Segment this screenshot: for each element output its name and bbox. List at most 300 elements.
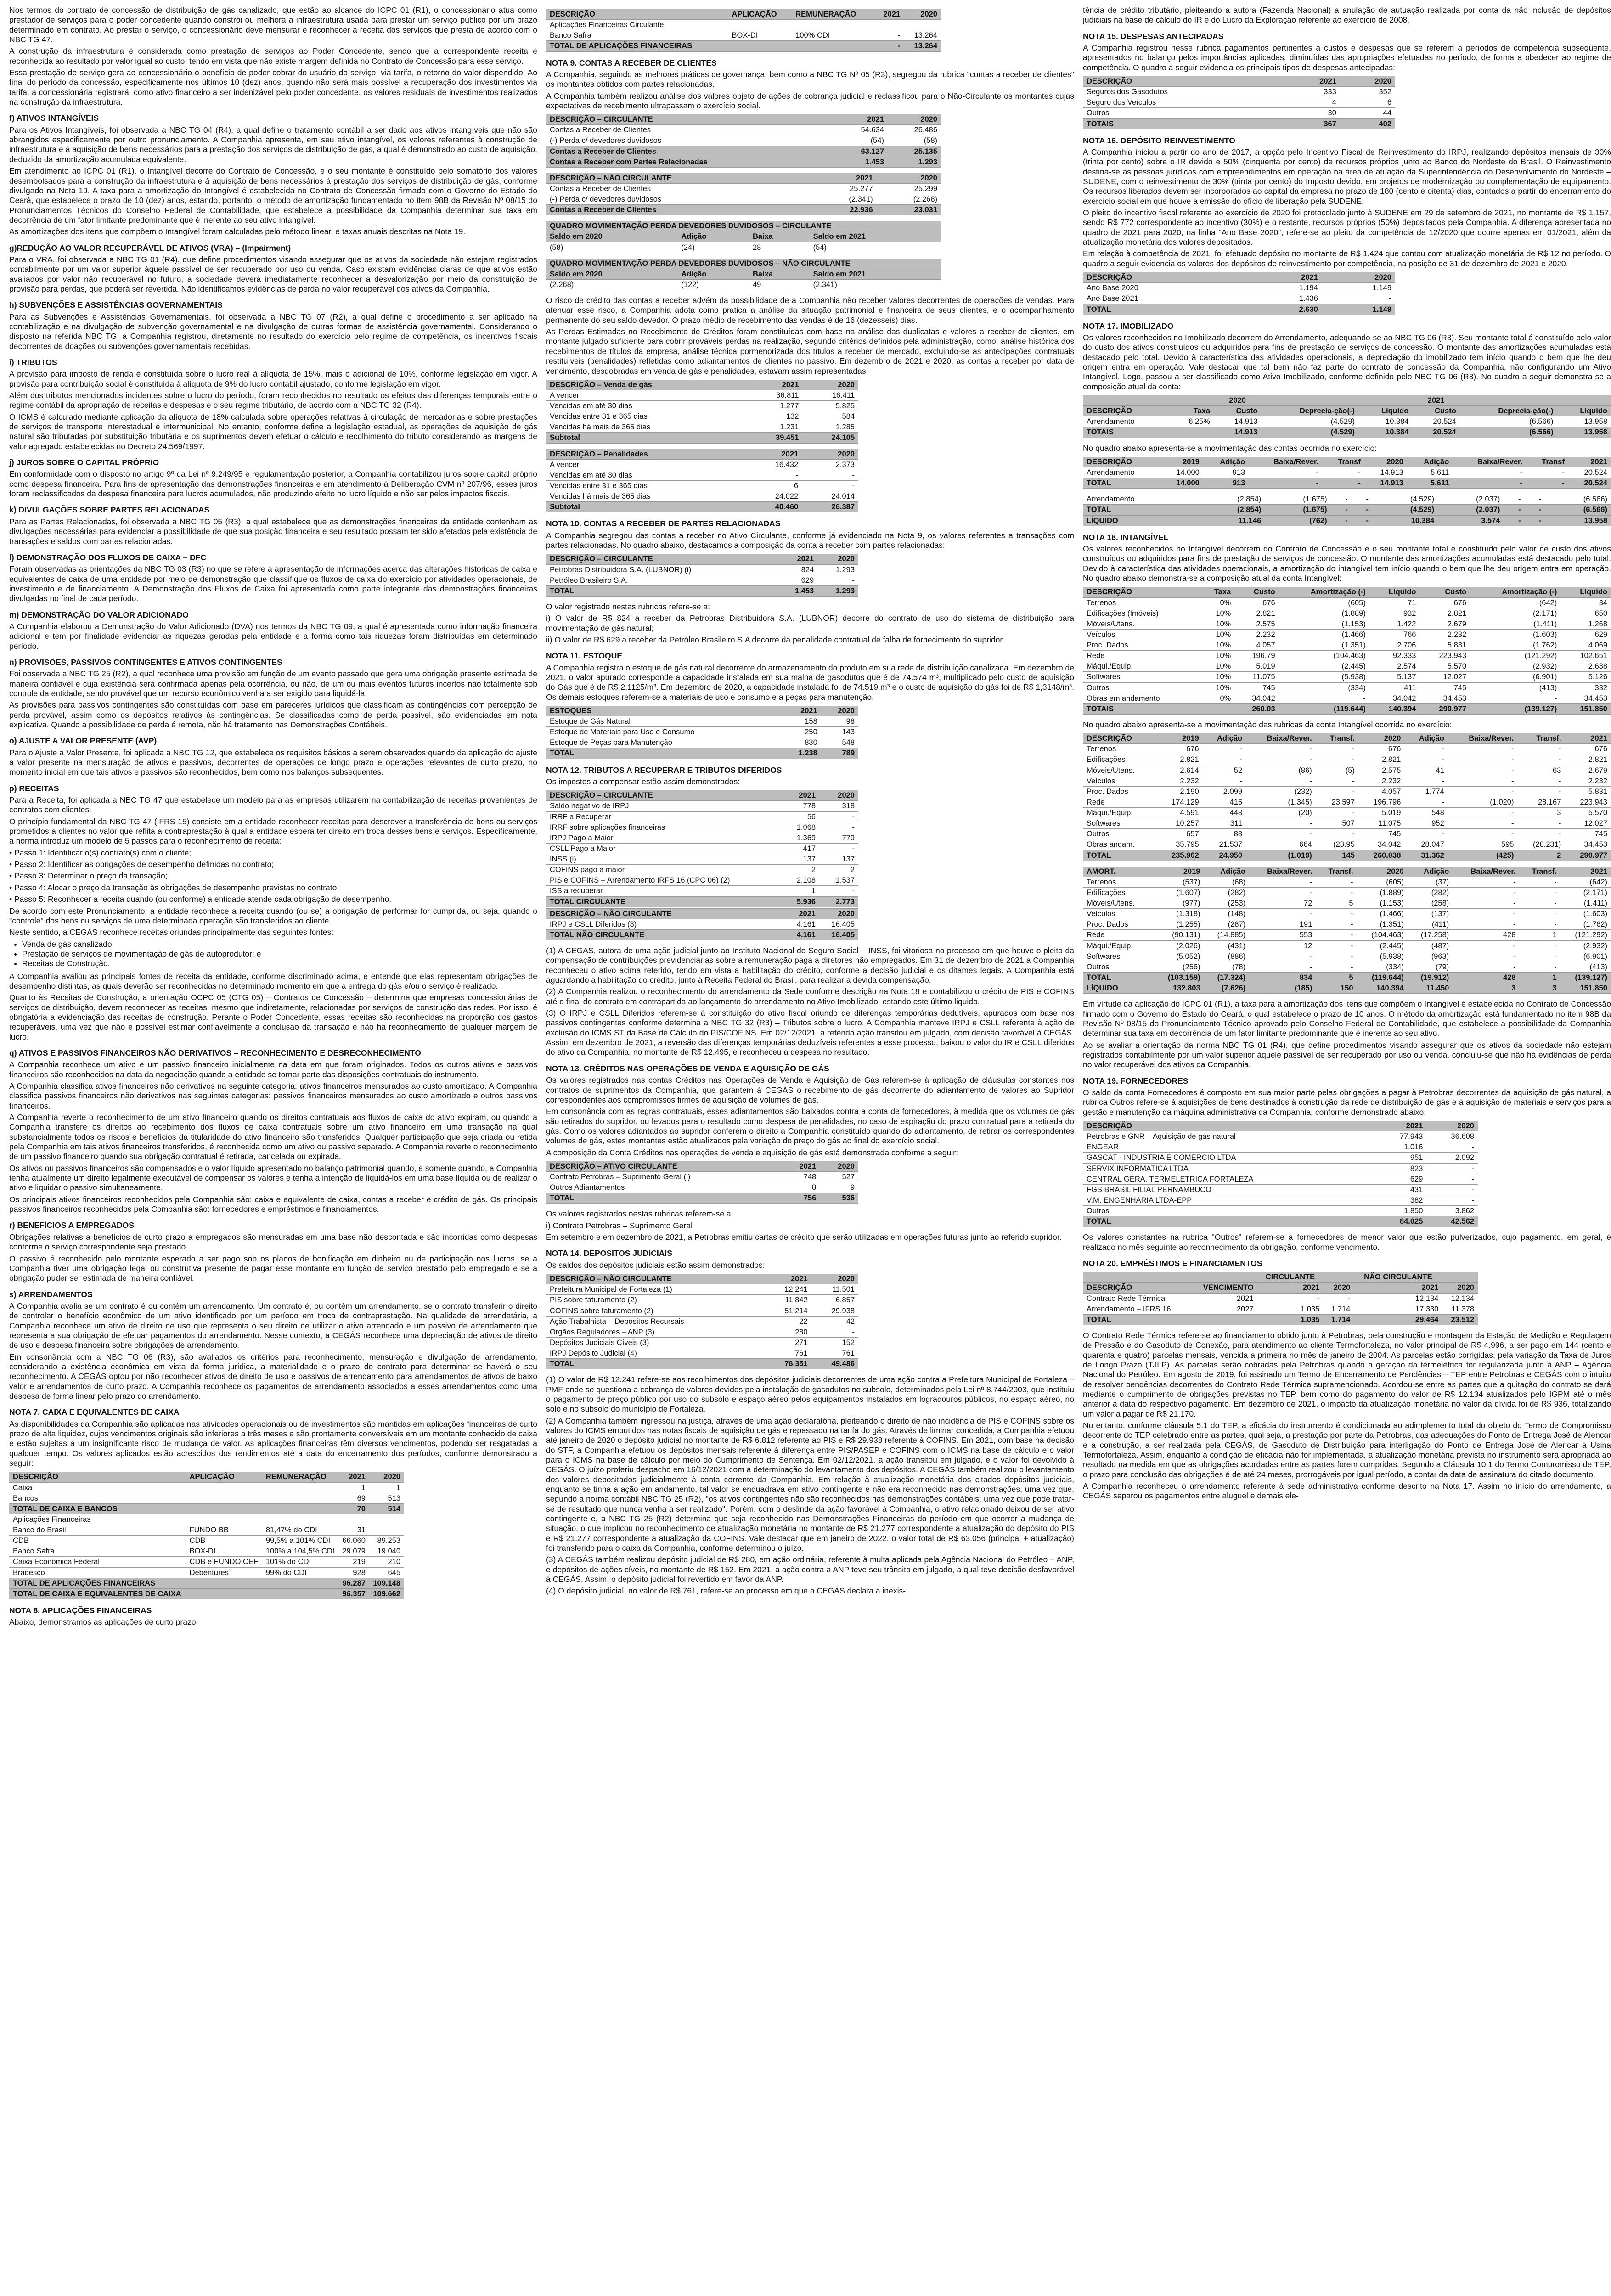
table-cell: 932 xyxy=(1369,608,1420,619)
table-group-header: 2021 xyxy=(1412,395,1459,406)
table-row xyxy=(546,1337,858,1348)
table-cell: 2.821 xyxy=(1156,754,1203,765)
table-cell: (1.345) xyxy=(1246,797,1316,807)
table-cell: (-) Perda c/ devedores duvidosos xyxy=(546,135,834,146)
paragraph: Os valores reconhecidos no Imobilizado decorrem do Arrendamento, adequando-se ao NBC TG 06 (R3). Seu montante total é constituído pelo valor do custo dos ativos construídos ou adquiridos para fins de prestação de serviços de concessão. O montante das amortizações acumuladas está destacado pelo total. Devido à característica das atividades operacionais, a depreciação do imobilizado tem início quando o bem que lhe deu origem entra em operação. Vale destacar que tal bem não faz parte do contrato de concessão da Companhia, não configurando um Ativo Intangível. Logo, passou a ser classificado como Ativo Imobilizado, conforme definido pelo NBC TG 06 (R3). No quadro a seguir demonstra-se a composição atual da conta: xyxy=(1083,333,1611,391)
table-cell: - xyxy=(1520,877,1560,887)
table-header: APLICAÇÃO xyxy=(728,9,792,20)
table-cell: 30 xyxy=(1285,108,1340,118)
table-cell: - xyxy=(1316,887,1357,898)
table-cell: - xyxy=(1316,776,1358,786)
table-cell: 823 xyxy=(1375,1163,1427,1174)
table-row xyxy=(546,748,858,759)
table-cell: Subtotal xyxy=(546,502,745,512)
table-cell: (185) xyxy=(1249,983,1316,994)
table-cell: (605) xyxy=(1279,597,1369,608)
paragraph: Os valores constantes na rubrica "Outros" referem-se a fornecedores de menor valor que estão pulverizados, cujo pagamento, em geral, é realizado no mês seguinte ao reconhecimento da obrigação, conforme vencimento. xyxy=(1083,1232,1611,1252)
table-row xyxy=(546,1348,858,1359)
table-cell: - xyxy=(1426,1142,1478,1153)
table-cell: - xyxy=(1404,744,1448,754)
table-cell: COFINS pago a maior xyxy=(546,865,786,875)
paragraph: O pleito do incentivo fiscal referente ao exercício de 2020 foi protocolado junto à SUDENE em 29 de setembro de 2021, no montante de R$ 1.157, sendo R$ 772 correspondente ao incentivo (30%) e o restante, recursos próprios (50%) depositados pela Companhia. A diferença apresentada no quadro de 2021 para 2020, na linha "Ano Base 2020", refere-se ao pleito da competência de 12/2020 que ocorre apenas em 01/2021, além da atualização monetária dos valores depositados. xyxy=(1083,208,1611,247)
table-cell: 31 xyxy=(338,1525,369,1536)
table-header: Baixa xyxy=(749,269,810,279)
table-cell: Veículos xyxy=(1083,629,1200,640)
table-cell: 1 xyxy=(1520,972,1560,983)
table-cell: 271 xyxy=(764,1337,811,1348)
table-header: DESCRIÇÃO xyxy=(1083,76,1285,87)
table-title: QUADRO MOVIMENTAÇÃO PERDA DEVEDORES DUVIDOSOS – CIRCULANTE xyxy=(546,221,941,231)
paragraph: A Companhia segregou das contas a receber no Ativo Circulante, conforme já evidenciado na Nota 9, os valores referentes a transações com partes relacionadas. No quadro abaixo, destacamos a composição da conta a receber com partes relacionadas: xyxy=(546,530,1074,550)
section-text xyxy=(9,972,537,1042)
table-cell: 4.069 xyxy=(1560,640,1611,651)
table-cell: 223.943 xyxy=(1419,651,1470,661)
table-cell: 174.129 xyxy=(1156,797,1203,807)
table-cell: 14.000 xyxy=(1160,467,1203,478)
table-header: Líquido xyxy=(1358,406,1412,416)
table-row xyxy=(546,183,941,194)
table-cell: 952 xyxy=(1404,818,1448,829)
table-cell: 56 xyxy=(786,811,819,822)
table-header: VENCIMENTO xyxy=(1190,1283,1257,1293)
table-cell: 1.714 xyxy=(1323,1314,1354,1325)
table-header: 2020 xyxy=(802,449,858,460)
table-cell: ISS a recuperar xyxy=(546,886,786,896)
table-header: DESCRIÇÃO xyxy=(1083,587,1200,597)
table-cell: - xyxy=(1316,744,1358,754)
section-text xyxy=(9,1232,537,1283)
table-cell: Seguro dos Veículos xyxy=(1083,97,1285,108)
table-cell: (6.566) xyxy=(1460,427,1557,438)
table-cell: 1.293 xyxy=(817,564,858,575)
table-cell: 29.464 xyxy=(1354,1314,1442,1325)
paragraph: Ao se avaliar a orientação da norma NBC TG 01 (R4), que define procedimentos visando assegurar que os ativos da sociedade não estejam registrados contabilmente por um valor superior àquele passível de ser recuperado por uso ou venda, concluiu-se que não há evidências de perda no valor recuperável dos ativos da Companhia. xyxy=(1083,1040,1611,1069)
table-cell: - xyxy=(1448,818,1518,829)
note-title: NOTA 9. CONTAS A RECEBER DE CLIENTES xyxy=(546,58,717,68)
table-row xyxy=(1083,467,1611,478)
cash-table xyxy=(9,1472,404,1599)
table-header: DESCRIÇÃO – Penalidades xyxy=(546,449,745,460)
table-row xyxy=(546,716,858,727)
table-cell: 3.862 xyxy=(1426,1206,1478,1216)
table-cell: 29.079 xyxy=(338,1546,369,1557)
table-cell: 13.958 xyxy=(1545,515,1611,526)
table-cell: 1.149 xyxy=(1322,283,1395,293)
table-row xyxy=(546,480,858,491)
table-header: DESCRIÇÃO xyxy=(1083,272,1248,283)
table-cell: 402 xyxy=(1340,118,1395,129)
table-cell: 49 xyxy=(749,279,810,290)
section-title: o) AJUSTE A VALOR PRESENTE (AVP) xyxy=(9,736,157,746)
table-cell: - xyxy=(1249,478,1322,489)
table-cell: 650 xyxy=(1560,608,1611,619)
table-cell: Contas a Receber de Clientes xyxy=(546,205,812,215)
table-cell: Petrobras Distribuidora S.A. (LUBNOR) (i) xyxy=(546,564,777,575)
table-header: Líquido xyxy=(1560,587,1611,597)
table-cell: 26.387 xyxy=(802,502,858,512)
table-cell: 5.126 xyxy=(1560,672,1611,682)
table-header: Baixa xyxy=(749,231,810,242)
table-cell: 2.232 xyxy=(1419,629,1470,640)
table-cell: 507 xyxy=(1316,818,1358,829)
table-cell xyxy=(262,1482,338,1493)
table-cell: 13.958 xyxy=(1557,416,1611,427)
table-row xyxy=(546,1193,858,1204)
table-cell: - xyxy=(1453,919,1519,930)
table-cell: - xyxy=(1404,829,1448,839)
table-cell: TOTAL xyxy=(1083,972,1153,983)
table-cell: Rede xyxy=(1083,930,1153,940)
fixed-assets-table xyxy=(1083,395,1611,438)
table-cell: 41 xyxy=(1404,765,1448,776)
table-header: 2020 xyxy=(1340,76,1395,87)
table-cell: Contrato Petrobras – Suprimento Geral (i) xyxy=(546,1172,781,1182)
table-cell: 92.333 xyxy=(1369,651,1420,661)
table-cell: Arrendamento – IFRS 16 xyxy=(1083,1304,1190,1314)
table-cell: 5.570 xyxy=(1419,661,1470,672)
table-cell: Proc. Dados xyxy=(1083,919,1153,930)
table-row xyxy=(1083,478,1611,489)
table-cell: 109.662 xyxy=(369,1588,404,1599)
table-cell: 5.831 xyxy=(1565,786,1611,797)
table-header: 2021 xyxy=(1568,457,1611,467)
table-cell: (17.258) xyxy=(1408,930,1453,940)
table-cell: (963) xyxy=(1408,951,1453,962)
table-row xyxy=(546,843,858,854)
table-cell: 35.795 xyxy=(1156,839,1203,850)
table-row xyxy=(1083,108,1395,118)
table-cell: 210 xyxy=(369,1557,404,1567)
table-cell xyxy=(186,1588,262,1599)
table-cell: Softwares xyxy=(1083,818,1156,829)
paragraph: A Companhia também realizou análise dos valores objeto de ações de cobrança judicial e reclassificou para o Não-Circulante os montantes cujas expectativas de recebimento ultrapassam o exercício social. xyxy=(546,91,1074,110)
table-cell: TOTAL xyxy=(1083,505,1199,515)
table-cell: (104.463) xyxy=(1357,930,1408,940)
note-text xyxy=(1083,1088,1611,1117)
table-cell: (537) xyxy=(1153,877,1204,887)
table-cell: 132 xyxy=(747,411,803,422)
table-cell xyxy=(262,1588,338,1599)
table-row xyxy=(546,1182,858,1193)
paragraph: Foi observada a NBC TG 25 (R2), a qual reconhece uma provisão em função de um evento passado que gera uma obrigação presente estimada de maneira confiável e cuja existência será confirmada apenas pela ocorrência, ou não, de um ou mais eventos futuros incertos não totalmente sob controle da entidade, sendo provável que um recurso econômico venha a ser exigido para liquidá-la. xyxy=(9,669,537,698)
table-cell: 34 xyxy=(1560,597,1611,608)
table-header: 2020 xyxy=(820,1161,858,1172)
table-cell: 367 xyxy=(1285,118,1340,129)
paragraph: O risco de crédito das contas a receber advém da possibilidade de a Companhia não receber valores decorrentes de operações de vendas. Para atenuar esse risco, a Companhia adota como prática a análise da situação patrimonial e financeira de seus clientes, e o acompanhamento permanente do seu saldo devedor. O prazo médio de recebimento das vendas é de 16 (dezesseis) dias. xyxy=(546,296,1074,325)
table-header: Custo xyxy=(1214,406,1261,416)
table-cell: - xyxy=(1517,776,1565,786)
table-cell: - xyxy=(1517,818,1565,829)
section-text xyxy=(9,669,537,730)
table-cell: (1.675) xyxy=(1265,494,1330,505)
table-cell: 20.524 xyxy=(1412,416,1459,427)
table-row xyxy=(1083,1293,1478,1304)
table-row xyxy=(546,1172,858,1182)
table-row xyxy=(1083,651,1611,661)
table-cell: - xyxy=(1504,494,1524,505)
table-cell: 415 xyxy=(1203,797,1246,807)
table-cell: 13.264 xyxy=(904,30,941,41)
table-cell: (2.037) xyxy=(1438,494,1504,505)
table-cell: 1.436 xyxy=(1248,293,1322,304)
table-cell: ENGEAR xyxy=(1083,1142,1375,1153)
revenue-list xyxy=(22,940,537,969)
paragraph: ii) O valor de R$ 629 a receber da Petróleo Brasileiro S.A decorre da penalidade contratual de falha de fornecimento do supridor. xyxy=(546,635,1005,644)
table-cell: 96.357 xyxy=(338,1588,369,1599)
table-header: Deprecia-ção(-) xyxy=(1261,406,1358,416)
table-cell: - xyxy=(1520,962,1560,972)
table-cell: (79) xyxy=(1408,962,1453,972)
table-row xyxy=(1083,672,1611,682)
table-header: Adição xyxy=(1404,733,1448,744)
table-header: 2021 xyxy=(781,706,821,716)
paragraph: (3) O IRPJ e CSLL Diferidos referem-se à constituição do ativo fiscal oriundo de diferenças temporárias dedutíveis, apurados com base nos passivos contingentes conforme determina a NBC TG 32 (R3) – Tributos sobre o lucro. A Companhia manteve IRPJ e CSLL referente à ação de exclusão do ICMS ST da Base de Cálculo do PIS/COFINS. Em 02/12/2021, a referida ação transitou em julgado, com decisão favorável à CEGÁS. Assim, em dezembro de 2021, a reversão das diferenças temporárias deduzíveis referentes a esse processo, baixou o valor do IR e CSLL diferidos do ativo da Companhia, no montante de R$ 12.495, e reconheceu a despesa no resultado. xyxy=(546,1008,1074,1057)
table-cell: 12.027 xyxy=(1565,818,1611,829)
table-cell: Terrenos xyxy=(1083,597,1200,608)
table-cell: 25.135 xyxy=(888,146,941,157)
note-text xyxy=(9,1419,537,1469)
table-header: 2019 xyxy=(1156,733,1203,744)
table-cell: - xyxy=(1316,909,1357,919)
table-row xyxy=(9,1514,404,1525)
table-cell: (2.268) xyxy=(546,279,677,290)
note-text xyxy=(1083,333,1611,392)
table-cell: 2.821 xyxy=(1419,608,1470,619)
table-cell: - xyxy=(1249,962,1316,972)
table-cell: (2.445) xyxy=(1279,661,1369,672)
table-cell: 96.287 xyxy=(338,1578,369,1588)
table-cell: Vencidas há mais de 365 dias xyxy=(546,491,745,502)
table-cell: Caixa xyxy=(9,1482,186,1493)
table-cell: Softwares xyxy=(1083,672,1200,682)
table-row xyxy=(1083,97,1395,108)
table-cell: - xyxy=(1316,930,1357,940)
table-cell: 42 xyxy=(811,1316,858,1327)
note-text xyxy=(546,1209,1074,1242)
table-cell: (119.644) xyxy=(1279,703,1369,714)
table-row xyxy=(546,737,858,748)
note-text xyxy=(1083,720,1611,730)
section-title: l) DEMONSTRAÇÃO DOS FLUXOS DE CAIXA – DFC xyxy=(9,552,207,562)
table-header: Custo xyxy=(1234,587,1279,597)
table-cell: 10% xyxy=(1200,608,1234,619)
table-cell: 5 xyxy=(1316,898,1357,909)
table-header: 2020 xyxy=(1442,1283,1478,1293)
paragraph: O ICMS é calculado mediante aplicação da alíquota de 18% calculada sobre operações relativas à circulação de mercadorias e sobre prestações de serviços de transporte interestadual e intermunicipal. No entanto, conforme define a legislação estadual, as operações de aquisição de gás natural são tributadas por substituição tributária e os suprimentos devem efetuar o cálculo e recolhimento do tributo considerando as margens de valor agregado estabelecidas no Decreto 24.569/1997. xyxy=(9,412,537,451)
table-cell: 645 xyxy=(369,1567,404,1578)
table-cell: COFINS sobre faturamento (2) xyxy=(546,1306,764,1316)
table-cell: 1.774 xyxy=(1404,786,1448,797)
table-cell: (1.603) xyxy=(1470,629,1560,640)
table-cell: 10% xyxy=(1200,629,1234,640)
table-cell: 10% xyxy=(1200,640,1234,651)
table-cell: FUNDO BB xyxy=(186,1525,262,1536)
table-cell: 143 xyxy=(821,727,858,737)
table-cell: 20.524 xyxy=(1568,467,1611,478)
table-header: DESCRIÇÃO xyxy=(1083,1283,1190,1293)
paragraph: Para os Ativos Intangíveis, foi observada a NBC TG 04 (R4), a qual define o tratamento contábil a ser dado aos ativos intangíveis que não são abrangidos especificamente por outro pronunciamento. A Companhia apresenta, em seu ativo intangível, os valores referentes à construção de infraestrutura e à aquisição de bens necessários para a prestação dos serviços de distribuição de gás, a qual é demonstrado ao custo de aquisição, deduzido da amortização acumulada equivalente. xyxy=(9,125,537,164)
table-cell: - xyxy=(1517,754,1565,765)
table-cell: 16.405 xyxy=(819,919,858,929)
table-header: 2020 xyxy=(877,173,941,184)
table-cell: (1.607) xyxy=(1153,887,1204,898)
table-row xyxy=(546,908,858,919)
table-cell: 951 xyxy=(1375,1153,1427,1163)
column-2 xyxy=(546,6,1074,2296)
paragraph: A Companhia iniciou a partir do ano de 2017, a opção pelo Incentivo Fiscal de Reinvestimento do IRPJ, realizando depósitos mensais de 30% (trinta por cento) sobre o IR devido e 50% (cinquenta por cento) de recursos próprios junto ao Banco do Nordeste do Brasil. O Reinvestimento destina-se as pessoas jurídicas com empreendimentos em operação na área de atuação da Superintendência do Desenvolvimento do Nordeste – SUDENE, com o reinvestimento de 30% (trinta por cento) do Imposto devido, em projetos de modernização ou complementação de equipamento. Os recursos liberados devem ser incorporados ao capital da empresa no prazo de 180 (cento e oitenta) dias, contados a partir do encerramento do exercício social em que houve a emissão do ofício de liberação pela SUDENE. xyxy=(1083,147,1611,206)
table-cell: 676 xyxy=(1565,744,1611,754)
table-cell: 6 xyxy=(1340,97,1395,108)
table-cell: 290.977 xyxy=(1565,850,1611,861)
table-header: 2021 xyxy=(1248,272,1322,283)
table-cell: (4.529) xyxy=(1261,427,1358,438)
table-cell: - xyxy=(1249,909,1316,919)
table-cell: 1.194 xyxy=(1248,283,1322,293)
table-row xyxy=(1083,754,1611,765)
table-cell: 69 xyxy=(338,1493,369,1503)
table-cell xyxy=(186,1482,262,1493)
table-header: Líquido xyxy=(1557,406,1611,416)
table-cell: 11.450 xyxy=(1408,983,1453,994)
table-cell: Máqui./Equip. xyxy=(1083,661,1200,672)
table-cell: (487) xyxy=(1408,940,1453,951)
table-row xyxy=(9,1578,404,1588)
table-cell: 99,5% a 101% CDI xyxy=(262,1536,338,1546)
table-cell: IRRF a Recuperar xyxy=(546,811,786,822)
table-row xyxy=(546,205,941,215)
intangible-table xyxy=(1083,587,1611,715)
table-row xyxy=(1083,919,1611,930)
table-cell: A vencer xyxy=(546,390,747,400)
table-cell: Móveis/Utens. xyxy=(1083,898,1153,909)
table-cell: TOTAL NÃO CIRCULANTE xyxy=(546,929,786,940)
table-cell: SERVIX INFORMATICA LTDA xyxy=(1083,1163,1375,1174)
table-cell: 280 xyxy=(764,1327,811,1337)
paragraph: • Passo 5: Reconhecer a receita quando (ou conforme) a entidade atende cada obrigação de desempenho. xyxy=(9,895,392,904)
table-cell: 2.575 xyxy=(1358,765,1405,776)
table-cell: 779 xyxy=(819,833,858,843)
table-cell: 1.231 xyxy=(747,422,803,433)
table-row xyxy=(1083,829,1611,839)
note-text xyxy=(546,1261,1074,1270)
table-cell: 2.232 xyxy=(1156,776,1203,786)
table-row xyxy=(1083,1163,1478,1174)
table-header: DESCRIÇÃO – CIRCULANTE xyxy=(546,790,786,801)
section-text xyxy=(9,517,537,546)
table-header: 2020 xyxy=(819,790,858,801)
table-cell: 2.190 xyxy=(1156,786,1203,797)
table-cell: (287) xyxy=(1204,919,1250,930)
table-row xyxy=(1083,808,1611,818)
table-cell: - xyxy=(1448,765,1518,776)
table-cell: 10.384 xyxy=(1372,515,1438,526)
table-cell: Outros xyxy=(1083,962,1153,972)
paragraph: Para o Ajuste a Valor Presente, foi aplicada a NBC TG 12, que estabelece os requisitos básicos a serem observados quando da aplicação do ajuste a valor presente na mensuração de ativos e passivos, decorrentes de operações de longo prazo e operações relevantes de curto prazo, no momento inicial em que tais ativos e passivos são reconhecidos, bem como nos balanços subsequentes. xyxy=(9,748,537,777)
table-group-header xyxy=(1442,1272,1478,1283)
table-cell: - xyxy=(1316,808,1358,818)
table-cell: 2.575 xyxy=(1234,619,1279,629)
table-row xyxy=(546,896,858,907)
table-cell: Banco Safra xyxy=(546,30,728,41)
allowance-current-table xyxy=(546,221,941,253)
table-cell: 913 xyxy=(1203,467,1249,478)
paragraph: A Companhia registrou nesse rubrica pagamentos pertinentes a custos e despesas que se referem a períodos de competência subsequente, apresentados no balanço pelos importâncias aplicadas, diminuídas das apropriações efetuadas no período, de forma a obedecer ao regime de competência. O quadro a seguir evidencia os principais tipos de despesas antecipadas: xyxy=(1083,43,1611,72)
paragraph: O Contrato Rede Térmica refere-se ao financiamento obtido junto à Petrobras, pela construção e montagem da Estação de Medição e Regulagem de Pressão e do Gasoduto de Conexão, para atendimento ao cliente Termofortaleza, no valor principal de R$ 4.996, a ser pago em 144 (cento e quarenta e quatro) parcelas mensais, vencida a primeira no mês de janeiro de 2004. As parcelas estão corrigidas, pela variação da Taxa de Juros de Longo Prazo (TJLP). As parcelas serão cobradas pela Petrobras quando a geração da termelétrica for regularizada junto à ANP – Agência Nacional do Petróleo. Em agosto de 2019, foi assinado um Termo de Encerramento de Pendências – TEP entre Petrobras e CEGÁS com o intuito de resolver pendências decorrentes do Contrato Rede Térmica supramencionado. Acordou-se entre as partes que a quitação do contrato se dará mediante o cumprimento de obrigações previstas no TEP, bem como do pagamento do valor de R$ 12.134 atualizados pelo IGPM até o mês anterior à data do respectivo pagamento. Em dezembro de 2021, o impacto da atualização monetária no valor da dívida foi de R$ 936, totalizando um valor a pagar de R$ 21.170. xyxy=(1083,1330,1611,1418)
table-cell: 676 xyxy=(1358,744,1405,754)
table-header: DESCRIÇÃO xyxy=(546,9,728,20)
table-cell: 34.042 xyxy=(1369,693,1420,703)
table-cell: 29.938 xyxy=(811,1306,858,1316)
table-cell: 11.501 xyxy=(811,1284,858,1295)
table-cell: Edificações xyxy=(1083,887,1153,898)
table-cell: 14.913 xyxy=(1214,427,1261,438)
table-header: 2020 xyxy=(1322,272,1395,283)
table-cell: CSLL Pago a Maior xyxy=(546,843,786,854)
table-cell: - xyxy=(1453,467,1526,478)
table-cell: Obras andam. xyxy=(1083,839,1156,850)
table-cell: 1.238 xyxy=(781,748,821,759)
table-cell: (2.341) xyxy=(812,194,876,205)
table-cell: (5) xyxy=(1316,765,1358,776)
table-cell: 514 xyxy=(369,1503,404,1514)
investments-table xyxy=(546,9,941,52)
table-row xyxy=(546,822,858,833)
table-cell: 66.060 xyxy=(338,1536,369,1546)
table-cell: 23.597 xyxy=(1316,797,1358,807)
table-cell: Arrendamento xyxy=(1083,416,1169,427)
table-cell: 22.936 xyxy=(812,205,876,215)
section-text xyxy=(9,622,537,651)
table-row xyxy=(546,279,941,290)
table-cell: Debêntures xyxy=(186,1567,262,1578)
table-row xyxy=(546,1316,858,1327)
table-row xyxy=(1083,983,1611,994)
table-header: ESTOQUES xyxy=(546,706,781,716)
paragraph: As disponibilidades da Companhia são aplicadas nas atividades operacionais ou de investimentos são mantidas em aplicações financeiras de curto prazo de alta liquidez, cujos vencimentos originais são inferiores a três meses e são prontamente conversíveis em um montante conhecido de caixa e estão sujeitas a um insignificante risco de mudança de valor. As aplicações financeiras têm diversos vencimentos, podendo ser resgatadas a qualquer tempo. Os valores aplicados estão acrescidos dos rendimentos até a data do encerramento dos períodos, conforme demonstrado a seguir: xyxy=(9,1419,537,1468)
table-header: Adição xyxy=(1204,867,1250,877)
table-cell: 31.362 xyxy=(1404,850,1448,861)
section-title: s) ARRENDAMENTOS xyxy=(9,1289,93,1299)
table-cell xyxy=(1190,1314,1257,1325)
section-text xyxy=(9,255,537,294)
note-title: NOTA 14. DEPÓSITOS JUDICIAIS xyxy=(546,1249,672,1258)
table-cell: (6.901) xyxy=(1470,672,1560,682)
table-cell: 4.161 xyxy=(786,929,819,940)
table-cell: 102.651 xyxy=(1560,651,1611,661)
table-row xyxy=(546,833,858,843)
table-cell: - xyxy=(1331,494,1352,505)
table-cell: 676 xyxy=(1419,597,1470,608)
table-cell: (1.466) xyxy=(1279,629,1369,640)
judicial-deposits-table xyxy=(546,1274,858,1369)
table-header: Saldo em 2020 xyxy=(546,269,677,279)
table-row xyxy=(546,20,941,30)
paragraph: A construção da infraestrutura é considerada como prestação de serviços ao Poder Concedente, sendo que a correspondente receita é reconhecida ao resultado por valor igual ao custo, tendo em vista que não existe margem definida no Contrato de Concessão para esse serviço. xyxy=(9,46,537,66)
table-cell: 219 xyxy=(338,1557,369,1567)
table-cell: 3 xyxy=(1453,983,1519,994)
table-header: Adição xyxy=(1407,457,1453,467)
table-cell: 49.486 xyxy=(811,1359,858,1369)
paragraph: A Companhia reverte o reconhecimento de um ativo financeiro quando os direitos contratuais aos fluxos de caixa do ativo expiram, ou quando a Companhia transfere os direitos ao recebimento dos fluxos de caixa contratuais sobre um ativo financeiro em uma transação na qual substancialmente todos os riscos e benefícios da titularidade do ativo financeiro são transferidos. Qualquer participação que seja criada ou retida pela Companhia em tais ativos financeiros transferidos, é reconhecida como um ativo ou passivo separado. A Companhia reverte o reconhecimento de um passivo financeiro quando sua obrigação contratual é retirada, cancelada ou expirada. xyxy=(9,1113,537,1161)
table-cell: 6 xyxy=(745,480,802,491)
table-cell: - xyxy=(1404,776,1448,786)
note-title: NOTA 13. CRÉDITOS NAS OPERAÇÕES DE VENDA E AQUISIÇÃO DE GÁS xyxy=(546,1064,829,1073)
table-cell: 2020 xyxy=(819,908,858,919)
table-header: 2020 xyxy=(811,1274,858,1284)
table-cell: (1.603) xyxy=(1560,909,1611,919)
table-cell: (6.566) xyxy=(1545,494,1611,505)
paragraph: Obrigações relativas a benefícios de curto prazo a empregados são mensuradas em uma base não descontada e são incorridas como despesas conforme o serviço correspondente seja prestado. xyxy=(9,1232,537,1252)
